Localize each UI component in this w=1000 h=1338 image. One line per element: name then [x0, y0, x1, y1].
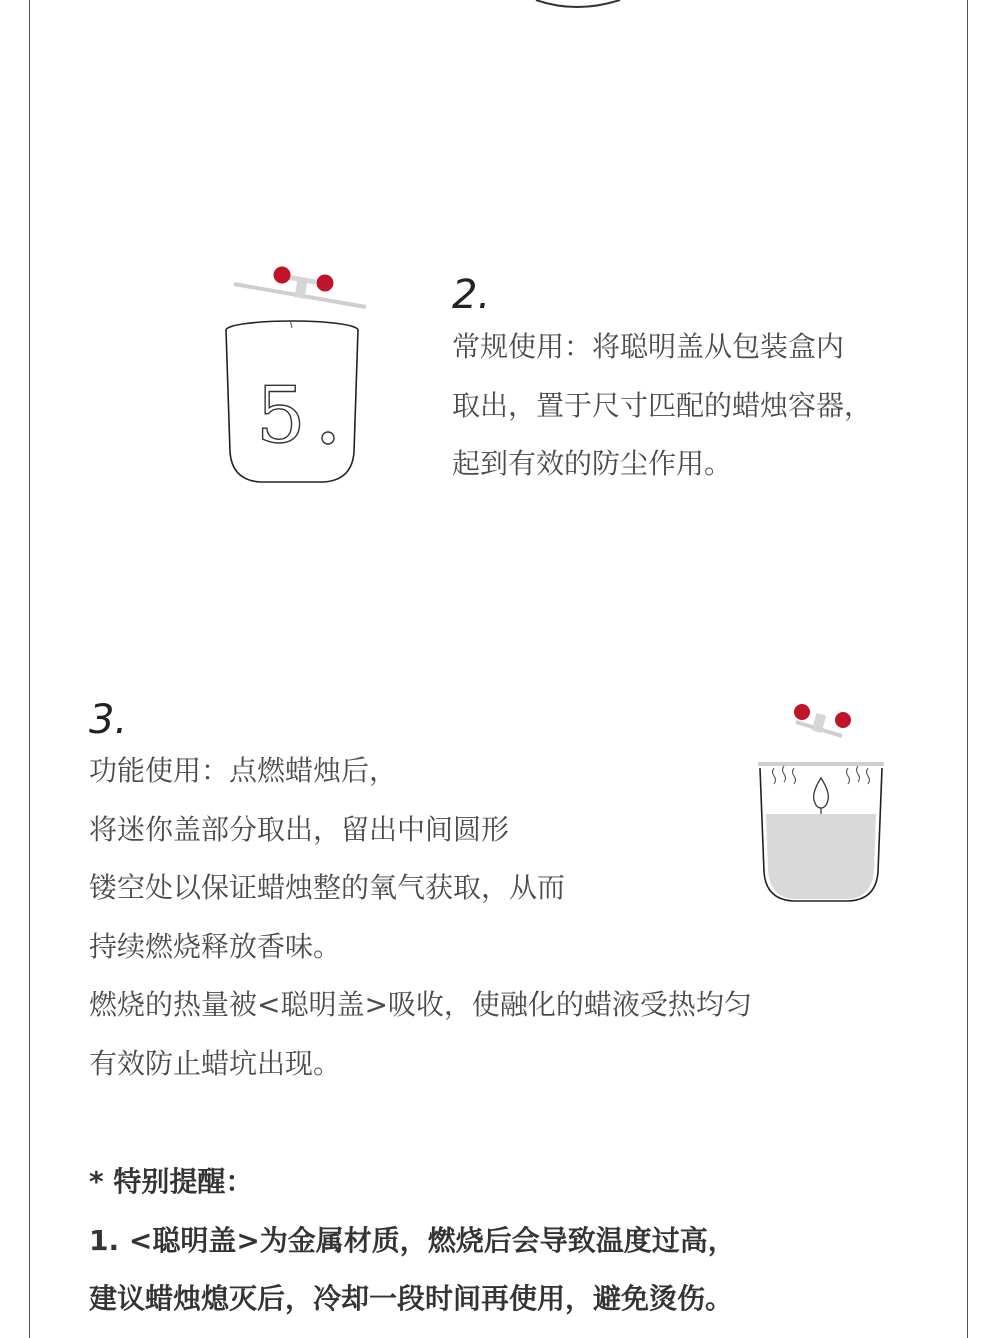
- step-3-line: 有效防止蜡坑出现。: [89, 1046, 342, 1080]
- step-2-line: 起到有效的防尘作用。: [452, 447, 733, 480]
- cup-numeral: 5: [256, 371, 306, 461]
- special-reminder: [89, 1153, 736, 1329]
- step-3-line: 持续燃烧释放香味。: [89, 929, 342, 963]
- reminder-line: 1. <聪明盖>为金属材质，燃烧后会导致温度过高，: [89, 1223, 736, 1257]
- previous-illustration-edge: [0, 0, 1000, 20]
- reminder-title: * 特别提醒：: [89, 1165, 254, 1198]
- burning-candle-illustration: [752, 700, 892, 910]
- step-3-line: 功能使用：点燃蜡烛后，: [89, 754, 398, 787]
- step-2-line: 常规使用：将聪明盖从包装盒内: [452, 330, 845, 363]
- step-3-description: [89, 742, 752, 1093]
- candle-cup-with-lid-illustration: [220, 262, 380, 492]
- reminder-line: 建议蜡烛熄灭后，冷却一段时间再使用，避免烫伤。: [89, 1282, 734, 1315]
- step-2-line: 取出，置于尺寸匹配的蜡烛容器，: [452, 388, 873, 422]
- page-frame: [29, 0, 968, 1338]
- step-3-line: 燃烧的热量被<聪明盖>吸收，使融化的蜡液受热均匀: [89, 988, 752, 1021]
- step-2-number: 2.: [452, 272, 491, 318]
- step-3-line: 将迷你盖部分取出，留出中间圆形: [89, 812, 510, 846]
- step-3-line: 镂空处以保证蜡烛整的氧气获取，从而: [89, 871, 566, 904]
- step-2-description: [452, 318, 872, 494]
- step-3-number: 3.: [89, 697, 128, 743]
